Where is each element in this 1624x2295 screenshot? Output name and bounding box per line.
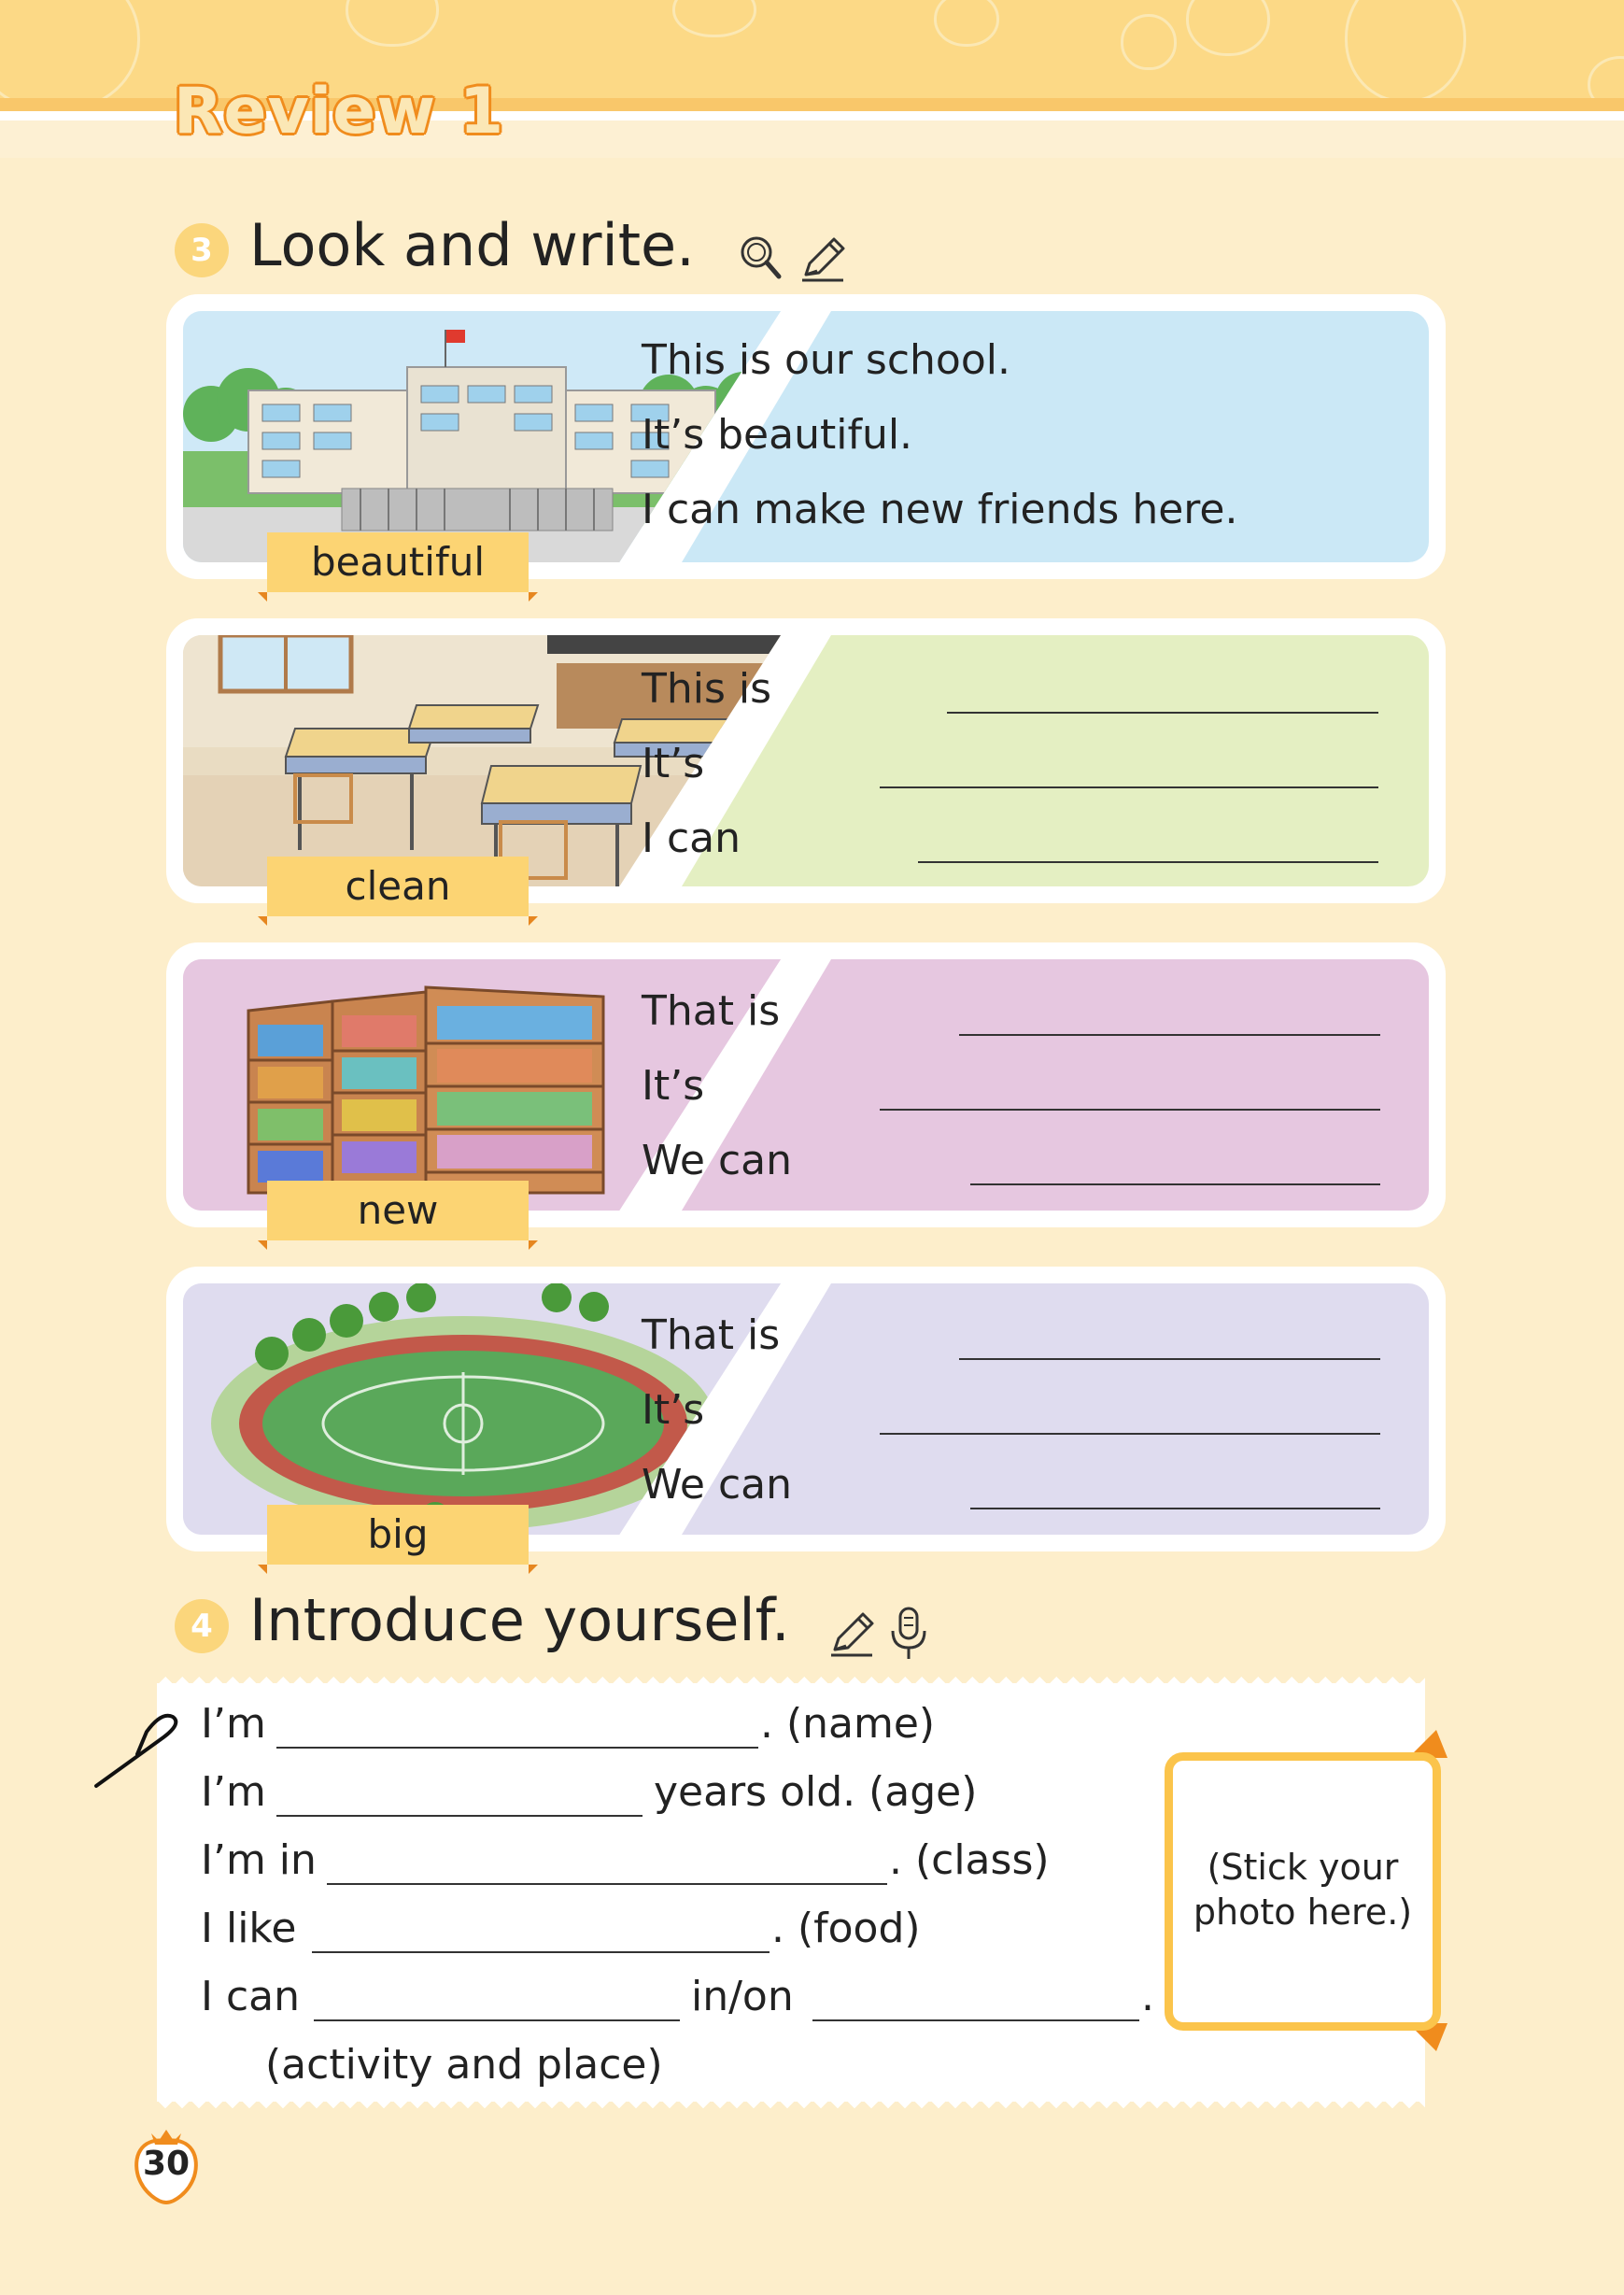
box-edge [157,1670,1425,1683]
place-blank[interactable] [812,2019,1139,2021]
intro-prefix: I’m [201,1768,266,1816]
sentence-prefix: That is [642,987,781,1035]
food-blank[interactable] [312,1951,770,1953]
word-tag: beautiful [267,532,529,592]
intro-suffix: . (food) [771,1905,921,1952]
answer-blank[interactable] [970,1183,1380,1185]
intro-prefix: I’m [201,1700,266,1748]
name-blank[interactable] [276,1747,758,1749]
sentence-text: This is our school. [642,336,1010,384]
photo-instruction [1173,1845,1433,1934]
pencil-icon [798,234,850,285]
pencil-icon [827,1608,879,1660]
strawberry-decoration [672,0,756,37]
page-number: 30 [142,2145,191,2183]
strawberry-decoration [934,0,999,47]
card-text-panel [682,959,1429,1211]
class-blank[interactable] [327,1883,887,1885]
answer-blank[interactable] [918,861,1378,863]
sentence-prefix: It’s [642,740,705,787]
strawberry-decoration [1186,0,1270,56]
photo-box[interactable] [1165,1752,1441,2031]
intro-suffix: . [1141,1973,1154,2020]
intro-prefix: I like [201,1905,297,1952]
section-number: 3 [175,223,229,277]
word-tag: big [267,1505,529,1565]
card-text-panel [682,635,1429,886]
intro-prefix: I can [201,1973,301,2020]
pen-mark-icon [89,1709,191,1793]
strawberry-decoration [346,0,439,47]
answer-blank[interactable] [880,1109,1380,1111]
answer-blank[interactable] [947,712,1378,714]
sentence-prefix: It’s [642,1386,705,1434]
sentence-text: It’s beautiful. [642,411,913,459]
page-title: Review 1 [174,75,505,149]
sentence-prefix: This is [642,665,772,713]
word-tag: new [267,1181,529,1240]
intro-prefix: I’m in [201,1836,317,1884]
sentence-prefix: That is [642,1311,781,1359]
answer-blank[interactable] [970,1508,1380,1509]
sentence-prefix: We can [642,1137,793,1184]
photo-instruction-line: (Stick your [1207,1847,1399,1888]
answer-blank[interactable] [959,1358,1380,1360]
section-number: 4 [175,1599,229,1653]
section-title: Look and write. [249,211,695,279]
intro-suffix: . (name) [760,1700,936,1748]
photo-instruction-line: photo here.) [1193,1891,1413,1933]
strawberry-decoration [1121,14,1177,70]
word-tag: clean [267,857,529,916]
sentence-prefix: It’s [642,1062,705,1110]
intro-middle: in/on [691,1973,794,2020]
intro-suffix: years old. (age) [654,1768,978,1816]
answer-blank[interactable] [959,1034,1380,1036]
age-blank[interactable] [276,1815,643,1817]
intro-suffix: . (class) [889,1836,1050,1884]
sentence-text: I can make new friends here. [642,486,1238,533]
answer-blank[interactable] [880,786,1378,788]
activity-blank[interactable] [314,2019,680,2021]
box-edge [157,2102,1425,2115]
strawberry-decoration [1345,0,1466,103]
sentence-prefix: I can [642,815,741,862]
magnifier-icon [738,232,784,284]
section-title: Introduce yourself. [249,1586,790,1654]
card-text-panel [682,1283,1429,1535]
answer-blank[interactable] [880,1433,1380,1435]
intro-note: (activity and place) [265,2041,663,2089]
microphone-icon [887,1605,930,1663]
sentence-prefix: We can [642,1461,793,1509]
strawberry-decoration [0,0,140,112]
